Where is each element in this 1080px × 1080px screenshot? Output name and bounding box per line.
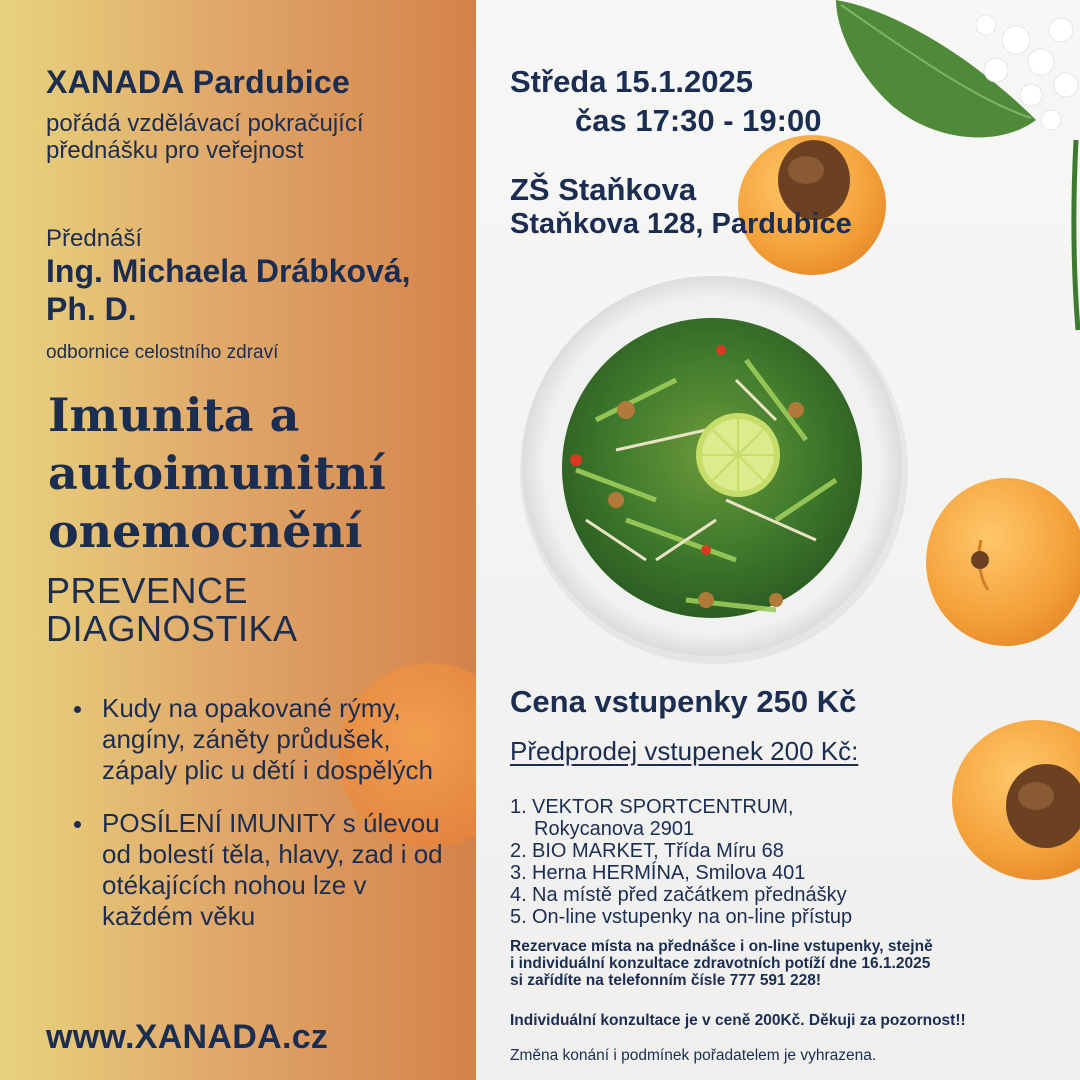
benefit-item: Kudy na opakované rýmy, angíny, záněty průdušek, zápaly plic u dětí i dospělých — [74, 693, 459, 786]
lecture-subtitle — [46, 572, 298, 648]
consultation-note: Individuální konzultace je v ceně 200Kč. Děkuji za pozornost!! — [510, 1012, 966, 1029]
event-time: čas 17:30 - 19:00 — [575, 103, 822, 138]
presale-heading: Předprodej vstupenek 200 Kč: — [510, 736, 859, 766]
apricot-whole-right — [926, 478, 1080, 646]
outlet-number: 3. — [510, 862, 527, 884]
website-link[interactable]: www.XANADA.cz — [46, 1018, 329, 1056]
outlet-name: BIO MARKET, Třída Míru 68 — [532, 840, 784, 862]
ticket-outlets-list — [510, 796, 970, 928]
presenter-label: Přednáší — [46, 225, 143, 252]
outlet-name: Na místě před začátkem přednášky — [532, 884, 847, 906]
apricot-half-bottom — [952, 720, 1080, 880]
benefit-item: POSÍLENÍ IMUNITY s úlevou od bolestí těla, hlavy, zad i od otékajících nohou lze v každém věku — [74, 808, 459, 932]
organizer-description: pořádá vzdělávací pokračující přednášku pro veřejnost — [46, 110, 364, 164]
reservation-note — [510, 938, 1050, 989]
venue-name: ZŠ Staňkova — [510, 172, 697, 207]
outlet-item — [510, 796, 970, 840]
subtitle-prevention: PREVENCE — [46, 570, 249, 611]
organizer-name: XANADA Pardubice — [46, 64, 351, 100]
outlet-item — [510, 884, 970, 906]
subtitle-diagnostics: DIAGNOSTIKA — [46, 608, 298, 649]
apricot-half-top — [738, 135, 886, 275]
outlet-name: VEKTOR SPORTCENTRUM, — [532, 796, 794, 818]
presenter-name: Ing. Michaela Drábková, Ph. D. — [46, 253, 411, 327]
outlet-item — [510, 840, 970, 862]
benefits-list — [74, 693, 459, 954]
outlet-number: 4. — [510, 884, 527, 906]
outlet-item — [510, 862, 970, 884]
outlet-number: 2. — [510, 840, 527, 862]
outlet-name: Herna HERMÍNA, Smilova 401 — [532, 862, 806, 884]
reservation-line: si zařídíte na telefonním čísle 777 591 228! — [510, 972, 822, 989]
ticket-price: Cena vstupenky 250 Kč — [510, 684, 857, 719]
event-date: Středa 15.1.2025 — [510, 64, 754, 99]
disclaimer-note: Změna konání i podmínek pořadatelem je vyhrazena. — [510, 1047, 877, 1064]
outlet-number: 1. — [510, 796, 527, 818]
outlet-item — [510, 906, 970, 928]
lecture-title: Imunita a autoimunitní onemocnění — [48, 388, 386, 558]
salad-bowl — [520, 276, 908, 664]
outlet-name: On-line vstupenky na on-line přístup — [532, 906, 853, 928]
outlet-number: 5. — [510, 906, 527, 928]
outlet-address: Rokycanova 2901 — [534, 818, 695, 840]
reservation-line: Rezervace místa na přednášce i on-line vstupenky, stejně — [510, 938, 933, 955]
venue-address: Staňkova 128, Pardubice — [510, 208, 852, 240]
presenter-role: odbornice celostního zdraví — [46, 342, 279, 363]
reservation-line: i individuální konzultace zdravotních potíží dne 16.1.2025 — [510, 955, 931, 972]
